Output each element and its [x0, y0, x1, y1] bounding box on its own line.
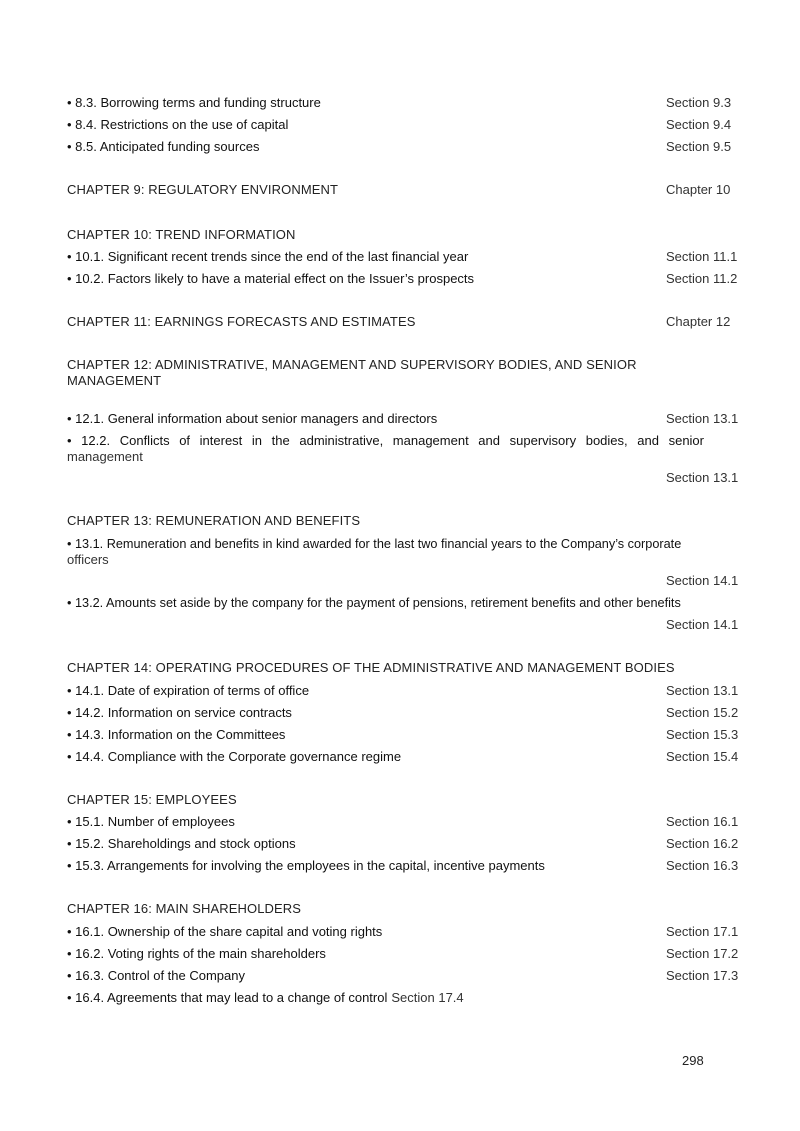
chapter-title: CHAPTER 13: REMUNERATION AND BENEFITS	[67, 513, 361, 528]
toc-item-ref: Section 16.3	[666, 858, 739, 873]
toc-item-ref: Section 17.2	[666, 946, 739, 961]
chapter-heading-15	[67, 792, 707, 808]
toc-item-text-line1: • 12.2. Conflicts of interest in the administrative, management and supervisory bodies, and senior	[67, 433, 704, 448]
chapter-heading-11	[67, 314, 731, 330]
toc-item-ref: Section 15.2	[666, 705, 739, 720]
toc-item-text: • 14.1. Date of expiration of terms of office	[67, 683, 310, 698]
toc-row-8-5	[67, 139, 732, 155]
toc-row-15-1	[67, 814, 739, 830]
toc-row-16-3	[67, 968, 739, 984]
toc-item-ref: Section 16.1	[666, 814, 739, 829]
chapter-ref: Chapter 12	[666, 314, 731, 329]
toc-item-text: • 14.2. Information on service contracts	[67, 705, 292, 720]
chapter-title: CHAPTER 11: EARNINGS FORECASTS AND ESTIMATES	[67, 314, 416, 329]
toc-item-text: • 12.1. General information about senior managers and directors	[67, 411, 438, 426]
toc-item-ref: Section 14.1	[666, 617, 739, 632]
toc-row-10-1	[67, 249, 738, 265]
toc-item-ref: Section 9.5	[666, 139, 732, 154]
toc-item-text: • 10.1. Significant recent trends since the end of the last financial year	[67, 249, 469, 264]
toc-item-text-line2: officers	[67, 552, 109, 567]
chapter-heading-12	[67, 357, 707, 389]
toc-row-16-2	[67, 946, 739, 962]
toc-item-ref: Section 13.1	[666, 683, 739, 698]
toc-item-ref: Section 9.3	[666, 95, 732, 110]
toc-item-text: • 16.3. Control of the Company	[67, 968, 245, 983]
chapter-title: CHAPTER 9: REGULATORY ENVIRONMENT	[67, 182, 339, 197]
toc-item-text: • 14.4. Compliance with the Corporate governance regime	[67, 749, 402, 764]
toc-row-12-1	[67, 411, 739, 427]
toc-item-text-line2: management	[67, 449, 143, 464]
toc-row-15-3	[67, 858, 739, 874]
toc-item-text: • 15.1. Number of employees	[67, 814, 235, 829]
toc-item-text-line1: • 13.1. Remuneration and benefits in kind awarded for the last two financial years to the Company’s corporate	[67, 537, 682, 551]
chapter-heading-9	[67, 182, 731, 198]
toc-item-ref: Section 13.1	[666, 470, 739, 485]
toc-row-14-2	[67, 705, 739, 721]
toc-item-ref: Section 15.4	[666, 749, 739, 764]
toc-item-ref: Section 11.2	[666, 271, 738, 286]
chapter-heading-14	[67, 660, 707, 676]
chapter-heading-16	[67, 901, 707, 917]
toc-item-text: • 16.1. Ownership of the share capital and voting rights	[67, 924, 383, 939]
toc-item-ref: Section 17.4	[391, 990, 464, 1005]
toc-item-text: • 8.5. Anticipated funding sources	[67, 139, 260, 154]
chapter-title-line1: CHAPTER 12: ADMINISTRATIVE, MANAGEMENT AND SUPERVISORY BODIES, AND SENIOR	[67, 357, 637, 372]
chapter-heading-13	[67, 513, 707, 529]
chapter-title-line2: MANAGEMENT	[67, 373, 162, 388]
chapter-heading-10	[67, 227, 707, 243]
toc-row-13-2	[67, 595, 739, 635]
toc-item-text: • 16.4. Agreements that may lead to a change of control	[67, 990, 388, 1005]
toc-item-text: • 8.3. Borrowing terms and funding structure	[67, 95, 321, 110]
chapter-ref: Chapter 10	[666, 182, 731, 197]
toc-item-text: • 15.3. Arrangements for involving the employees in the capital, incentive payments	[67, 858, 545, 873]
toc-row-14-1	[67, 683, 739, 699]
toc-item-ref: Section 11.1	[666, 249, 738, 264]
toc-item-text: • 8.4. Restrictions on the use of capital	[67, 117, 289, 132]
chapter-title: CHAPTER 15: EMPLOYEES	[67, 792, 237, 807]
toc-item-text: • 16.2. Voting rights of the main shareholders	[67, 946, 326, 961]
toc-item-ref: Section 15.3	[666, 727, 739, 742]
toc-row-12-2	[67, 433, 739, 493]
toc-item-ref: Section 9.4	[666, 117, 732, 132]
toc-item-text: • 15.2. Shareholdings and stock options	[67, 836, 296, 851]
toc-row-15-2	[67, 836, 739, 852]
toc-item-ref: Section 16.2	[666, 836, 739, 851]
toc-row-10-2	[67, 271, 738, 287]
toc-row-16-4	[67, 990, 707, 1006]
page-number: 298	[682, 1053, 704, 1068]
toc-item-text: • 10.2. Factors likely to have a material effect on the Issuer’s prospects	[67, 271, 475, 286]
toc-row-16-1	[67, 924, 739, 940]
toc-item-text: • 14.3. Information on the Committees	[67, 727, 286, 742]
toc-item-ref: Section 13.1	[666, 411, 739, 426]
chapter-title: CHAPTER 10: TREND INFORMATION	[67, 227, 296, 242]
toc-row-14-4	[67, 749, 739, 765]
chapter-title: CHAPTER 14: OPERATING PROCEDURES OF THE ADMINISTRATIVE AND MANAGEMENT BODIES	[67, 660, 675, 675]
toc-row-14-3	[67, 727, 739, 743]
toc-row-8-4	[67, 117, 732, 133]
toc-item-ref: Section 17.1	[666, 924, 739, 939]
toc-item-ref: Section 17.3	[666, 968, 739, 983]
toc-row-13-1	[67, 536, 739, 596]
toc-item-ref: Section 14.1	[666, 573, 739, 588]
chapter-title: CHAPTER 16: MAIN SHAREHOLDERS	[67, 901, 302, 916]
toc-item-text-line1: • 13.2. Amounts set aside by the company for the payment of pensions, retirement benefits and other benefits	[67, 596, 681, 610]
toc-row-8-3	[67, 95, 732, 111]
